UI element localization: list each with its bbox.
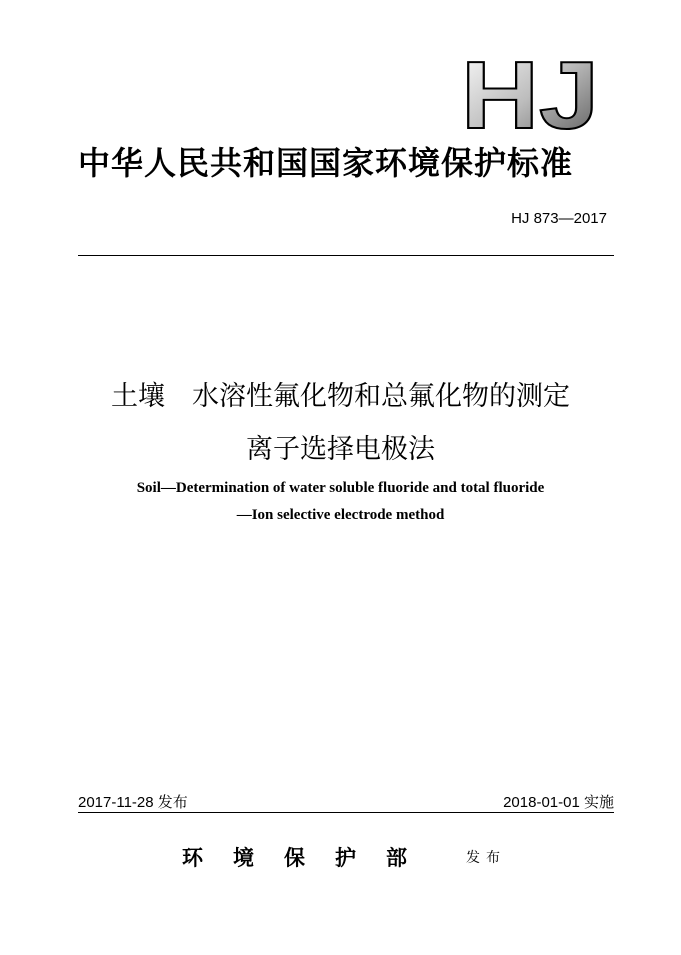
issue-date: 2017-11-28 发布 <box>78 794 188 811</box>
publisher-action: 发布 <box>466 850 506 866</box>
bottom-divider <box>78 812 614 813</box>
logo-text: HJ <box>461 56 599 132</box>
title-cn-line2: 离子选择电极法 <box>246 434 435 465</box>
publisher: 环境保护部 <box>182 845 437 870</box>
hj-logo <box>460 56 600 132</box>
effective-date: 2018-01-01 实施 <box>503 794 614 811</box>
title-en-line1: Soil—Determination of water soluble fluoride and total fluoride <box>136 480 545 496</box>
standard-number: HJ 873—2017 <box>511 210 607 227</box>
title-cn-line1: 土壤 水溶性氟化物和总氟化物的测定 <box>111 381 570 412</box>
org-title: 中华人民共和国国家环境保护标准 <box>78 144 574 182</box>
top-divider <box>78 255 614 256</box>
title-en-line2: —Ion selective electrode method <box>236 507 445 523</box>
